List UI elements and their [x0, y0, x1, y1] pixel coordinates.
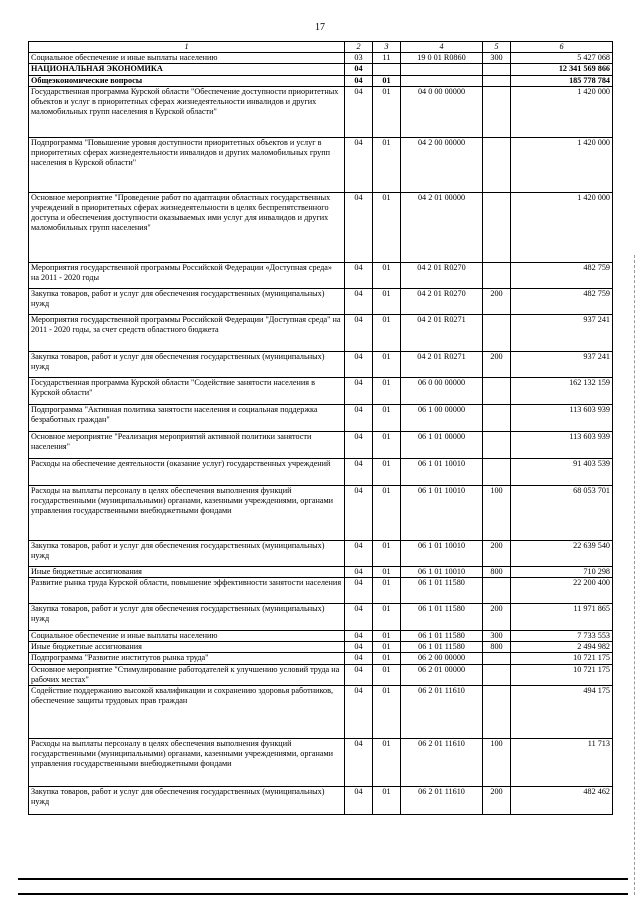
cell-expense-type: [483, 404, 511, 431]
cell-section: 04: [345, 404, 373, 431]
cell-name: Мероприятия государственной программы Российской Федерации "Доступная среда" на 2011 - 2020 годы, за счет средств областного бюджета: [29, 314, 345, 351]
cell-target-article: 06 1 01 10010: [401, 540, 483, 566]
table-row: [29, 739, 613, 787]
cell-expense-type: 800: [483, 566, 511, 577]
cell-name: Закупка товаров, работ и услуг для обеспечения государственных (муниципальных) нужд: [29, 604, 345, 631]
cell-amount: 482 759: [511, 288, 613, 314]
table-row: [29, 53, 613, 64]
cell-subsection: 01: [373, 642, 401, 653]
cell-subsection: 01: [373, 485, 401, 540]
cell-name: Общеэкономические вопросы: [29, 75, 345, 86]
cell-target-article: 04 2 01 R0270: [401, 262, 483, 288]
cell-target-article: 04 2 01 00000: [401, 192, 483, 262]
cell-amount: 710 298: [511, 566, 613, 577]
cell-name: Закупка товаров, работ и услуг для обеспечения государственных (муниципальных) нужд: [29, 351, 345, 377]
cell-subsection: 01: [373, 686, 401, 739]
cell-section: 04: [345, 86, 373, 137]
table-row: [29, 653, 613, 664]
cell-amount: 2 494 982: [511, 642, 613, 653]
cell-name: Подпрограмма "Активная политика занятости населения и социальная поддержка безработных граждан": [29, 404, 345, 431]
cell-subsection: 01: [373, 566, 401, 577]
table-row: [29, 75, 613, 86]
cell-name: Развитие рынка труда Курской области, повышение эффективности занятости населения: [29, 578, 345, 604]
cell-expense-type: 200: [483, 351, 511, 377]
header-col-1: 1: [29, 42, 345, 53]
table-row: [29, 351, 613, 377]
cell-section: 04: [345, 137, 373, 192]
cell-section: 04: [345, 351, 373, 377]
cell-name: Мероприятия государственной программы Российской Федерации «Доступная среда» на 2011 - 2020 годы: [29, 262, 345, 288]
table-row: [29, 288, 613, 314]
cell-amount: 91 403 539: [511, 458, 613, 485]
table-row: [29, 458, 613, 485]
cell-subsection: 01: [373, 86, 401, 137]
cell-section: 04: [345, 739, 373, 787]
cell-subsection: [373, 64, 401, 75]
cell-section: 04: [345, 192, 373, 262]
cell-name: Закупка товаров, работ и услуг для обеспечения государственных (муниципальных) нужд: [29, 787, 345, 815]
cell-expense-type: [483, 653, 511, 664]
table-row: [29, 787, 613, 815]
table-row: [29, 404, 613, 431]
cell-section: 04: [345, 288, 373, 314]
table-row: [29, 485, 613, 540]
table-row: [29, 664, 613, 685]
cell-subsection: 01: [373, 404, 401, 431]
cell-target-article: [401, 75, 483, 86]
cell-subsection: 01: [373, 431, 401, 458]
page-number: 17: [315, 22, 325, 33]
cell-amount: 22 639 540: [511, 540, 613, 566]
cell-amount: 494 175: [511, 686, 613, 739]
cell-expense-type: [483, 686, 511, 739]
cell-subsection: 01: [373, 604, 401, 631]
cell-subsection: 01: [373, 137, 401, 192]
cell-target-article: 06 0 00 00000: [401, 377, 483, 404]
cell-name: Подпрограмма "Развитие институтов рынка труда": [29, 653, 345, 664]
cell-expense-type: [483, 377, 511, 404]
cell-amount: 22 200 400: [511, 578, 613, 604]
cell-amount: 68 053 701: [511, 485, 613, 540]
cell-target-article: 06 1 01 10010: [401, 566, 483, 577]
cell-section: 04: [345, 642, 373, 653]
cell-subsection: 01: [373, 262, 401, 288]
cell-subsection: 11: [373, 53, 401, 64]
table-row: [29, 314, 613, 351]
cell-amount: 113 603 939: [511, 431, 613, 458]
header-col-3: 3: [373, 42, 401, 53]
cell-expense-type: 300: [483, 631, 511, 642]
cell-section: 04: [345, 566, 373, 577]
cell-expense-type: 200: [483, 604, 511, 631]
cell-target-article: 04 2 01 R0270: [401, 288, 483, 314]
cell-target-article: 06 1 01 10010: [401, 485, 483, 540]
cell-name: Подпрограмма "Повышение уровня доступности приоритетных объектов и услуг в приоритетных сферах жизнедеятельности инвалидов и других маломобильных групп населения в Курской области": [29, 137, 345, 192]
cell-expense-type: [483, 664, 511, 685]
header-col-6: 6: [511, 42, 613, 53]
cell-section: 03: [345, 53, 373, 64]
table-row: [29, 192, 613, 262]
cell-section: 04: [345, 314, 373, 351]
table-row: [29, 86, 613, 137]
cell-name: Государственная программа Курской области "Содействие занятости населения в Курской области": [29, 377, 345, 404]
header-col-5: 5: [483, 42, 511, 53]
cell-subsection: 01: [373, 540, 401, 566]
table-row: [29, 566, 613, 577]
header-col-2: 2: [345, 42, 373, 53]
table-row: [29, 137, 613, 192]
table-row: [29, 631, 613, 642]
cell-subsection: 01: [373, 377, 401, 404]
cell-section: 04: [345, 664, 373, 685]
header-row: [29, 42, 613, 53]
cell-amount: 937 241: [511, 351, 613, 377]
table-row: [29, 431, 613, 458]
cell-target-article: [401, 64, 483, 75]
cell-section: 04: [345, 485, 373, 540]
cell-name: Основное мероприятие "Проведение работ по адаптации областных государственных учреждений в приоритетных сферах жизнедеятельности в целях беспрепятственного доступа и обеспечения доступности оказываемых ими услуг для инвалидов и других маломобильных групп населения": [29, 192, 345, 262]
cell-amount: 5 427 068: [511, 53, 613, 64]
cell-expense-type: [483, 137, 511, 192]
cell-subsection: 01: [373, 458, 401, 485]
cell-amount: 113 603 939: [511, 404, 613, 431]
cell-amount: 482 462: [511, 787, 613, 815]
cell-expense-type: [483, 86, 511, 137]
cell-name: Расходы на обеспечение деятельности (оказание услуг) государственных учреждений: [29, 458, 345, 485]
cell-section: 04: [345, 787, 373, 815]
cell-expense-type: 100: [483, 485, 511, 540]
cell-target-article: 06 2 01 11610: [401, 739, 483, 787]
scan-edge-mark: [634, 255, 635, 895]
cell-expense-type: 800: [483, 642, 511, 653]
cell-amount: 185 778 784: [511, 75, 613, 86]
cell-name: НАЦИОНАЛЬНАЯ ЭКОНОМИКА: [29, 64, 345, 75]
cell-amount: 10 721 175: [511, 664, 613, 685]
cell-name: Содействие поддержанию высокой квалификации и сохранению здоровья работников, обеспечение защиты трудовых прав граждан: [29, 686, 345, 739]
cell-subsection: 01: [373, 75, 401, 86]
cell-section: 04: [345, 458, 373, 485]
bottom-rule-secondary: [18, 893, 628, 895]
cell-amount: 11 713: [511, 739, 613, 787]
cell-target-article: 06 1 01 11580: [401, 604, 483, 631]
cell-section: 04: [345, 64, 373, 75]
cell-subsection: 01: [373, 578, 401, 604]
cell-subsection: 01: [373, 664, 401, 685]
cell-target-article: 06 1 01 10010: [401, 458, 483, 485]
cell-expense-type: 200: [483, 787, 511, 815]
cell-section: 04: [345, 686, 373, 739]
cell-expense-type: [483, 262, 511, 288]
cell-section: 04: [345, 75, 373, 86]
cell-name: Расходы на выплаты персоналу в целях обеспечения выполнения функций государственными (муниципальными) органами, казенными учреждениями, органами управления государственными внебюджетными фондами: [29, 739, 345, 787]
table-row: [29, 604, 613, 631]
cell-name: Иные бюджетные ассигнования: [29, 566, 345, 577]
cell-expense-type: [483, 458, 511, 485]
cell-name: Расходы на выплаты персоналу в целях обеспечения выполнения функций государственными (муниципальными) органами, казенными учреждениями, органами управления государственными внебюджетными фондами: [29, 485, 345, 540]
cell-section: 04: [345, 631, 373, 642]
cell-amount: 162 132 159: [511, 377, 613, 404]
cell-subsection: 01: [373, 351, 401, 377]
cell-amount: 482 759: [511, 262, 613, 288]
cell-expense-type: [483, 578, 511, 604]
cell-subsection: 01: [373, 653, 401, 664]
cell-amount: 937 241: [511, 314, 613, 351]
cell-expense-type: 100: [483, 739, 511, 787]
cell-amount: 1 420 000: [511, 137, 613, 192]
cell-subsection: 01: [373, 314, 401, 351]
table-row: [29, 578, 613, 604]
cell-target-article: 06 1 00 00000: [401, 404, 483, 431]
cell-section: 04: [345, 578, 373, 604]
cell-section: 04: [345, 262, 373, 288]
cell-target-article: 19 0 01 R0860: [401, 53, 483, 64]
table-row: [29, 686, 613, 739]
cell-target-article: 04 2 01 R0271: [401, 314, 483, 351]
cell-target-article: 06 1 01 11580: [401, 642, 483, 653]
cell-section: 04: [345, 604, 373, 631]
cell-section: 04: [345, 431, 373, 458]
cell-name: Закупка товаров, работ и услуг для обеспечения государственных (муниципальных) нужд: [29, 288, 345, 314]
cell-subsection: 01: [373, 739, 401, 787]
cell-expense-type: 200: [483, 540, 511, 566]
cell-name: Основное мероприятие "Реализация мероприятий активной политики занятости населения": [29, 431, 345, 458]
cell-expense-type: [483, 75, 511, 86]
cell-target-article: 06 1 01 11580: [401, 578, 483, 604]
cell-name: Государственная программа Курской области "Обеспечение доступности приоритетных объектов и услуг в приоритетных сферах жизнедеятельности инвалидов и других маломобильных групп населения в Курской области": [29, 86, 345, 137]
budget-table: [28, 41, 613, 815]
cell-expense-type: [483, 314, 511, 351]
cell-expense-type: 300: [483, 53, 511, 64]
cell-name: Основное мероприятие "Стимулирование работодателей к улучшению условий труда на рабочих местах": [29, 664, 345, 685]
cell-section: 04: [345, 653, 373, 664]
table-row: [29, 540, 613, 566]
cell-target-article: 04 0 00 00000: [401, 86, 483, 137]
cell-expense-type: [483, 431, 511, 458]
cell-amount: 10 721 175: [511, 653, 613, 664]
cell-target-article: 06 2 01 00000: [401, 664, 483, 685]
table-row: [29, 262, 613, 288]
cell-subsection: 01: [373, 631, 401, 642]
cell-target-article: 06 2 01 11610: [401, 787, 483, 815]
cell-name: Социальное обеспечение и иные выплаты населению: [29, 53, 345, 64]
table-row: [29, 64, 613, 75]
header-col-4: 4: [401, 42, 483, 53]
cell-target-article: 04 2 01 R0271: [401, 351, 483, 377]
cell-amount: 12 341 569 866: [511, 64, 613, 75]
bottom-rule: [18, 878, 628, 880]
cell-target-article: 06 1 01 11580: [401, 631, 483, 642]
cell-section: 04: [345, 377, 373, 404]
cell-expense-type: [483, 64, 511, 75]
cell-target-article: 06 2 01 11610: [401, 686, 483, 739]
cell-name: Иные бюджетные ассигнования: [29, 642, 345, 653]
cell-name: Закупка товаров, работ и услуг для обеспечения государственных (муниципальных) нужд: [29, 540, 345, 566]
cell-target-article: 04 2 00 00000: [401, 137, 483, 192]
cell-subsection: 01: [373, 787, 401, 815]
cell-expense-type: 200: [483, 288, 511, 314]
cell-amount: 7 733 553: [511, 631, 613, 642]
cell-amount: 1 420 000: [511, 192, 613, 262]
cell-subsection: 01: [373, 288, 401, 314]
table-row: [29, 642, 613, 653]
cell-target-article: 06 2 00 00000: [401, 653, 483, 664]
cell-name: Социальное обеспечение и иные выплаты населению: [29, 631, 345, 642]
cell-section: 04: [345, 540, 373, 566]
cell-target-article: 06 1 01 00000: [401, 431, 483, 458]
cell-amount: 1 420 000: [511, 86, 613, 137]
cell-expense-type: [483, 192, 511, 262]
cell-amount: 11 971 865: [511, 604, 613, 631]
table-row: [29, 377, 613, 404]
cell-subsection: 01: [373, 192, 401, 262]
